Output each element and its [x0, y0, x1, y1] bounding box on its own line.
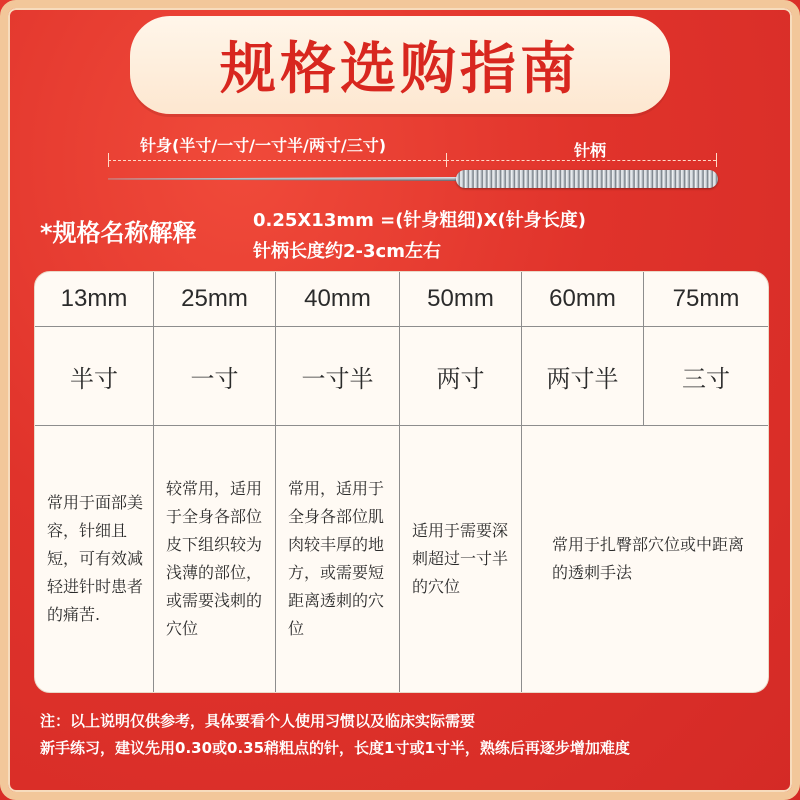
page-title: 规格选购指南 — [220, 37, 580, 102]
cun-cell: 一寸半 — [301, 364, 374, 393]
grid-line — [275, 272, 276, 692]
size-cell: 25mm — [181, 285, 248, 312]
size-cell: 75mm — [672, 285, 740, 312]
size-cell: 40mm — [304, 285, 371, 312]
footnote-disclaimer: 注：以上说明仅供参考，具体要看个人使用习惯以及临床实际需要 — [40, 712, 476, 730]
needle-shaft-image — [108, 177, 458, 181]
title-banner — [130, 16, 670, 114]
description-text: 较常用，适用于全身各部位皮下组织较为浅薄的部位，或需要浅刺的穴位 — [166, 479, 263, 638]
spec-table — [34, 271, 769, 693]
cun-cell: 两寸 — [436, 364, 485, 393]
needle-handle-label: 针柄 — [574, 141, 607, 160]
grid-line — [521, 272, 522, 692]
description-cell — [154, 426, 275, 692]
size-cell: 50mm — [427, 285, 494, 312]
grid-line — [35, 425, 768, 426]
cun-cell: 一寸 — [190, 364, 239, 393]
description-text: 常用于面部美容，针细且短，可有效减轻进针时患者的痛苦. — [47, 493, 144, 624]
needle-handle-image — [456, 170, 718, 188]
needle-handle-dimension-line — [446, 160, 716, 162]
description-text: 适用于需要深刺超过一寸半的穴位 — [412, 521, 509, 596]
size-cell: 60mm — [549, 285, 616, 312]
footnote-beginner-tip: 新手练习，建议先用0.30或0.35稍粗点的针，长度1寸或1寸半，熟练后再逐步增加难度 — [40, 739, 630, 757]
grid-line — [643, 272, 644, 425]
needle-body-label: 针身(半寸/一寸/一寸半/两寸/三寸) — [140, 136, 387, 155]
needle-body-dimension-line — [108, 160, 446, 162]
description-cell — [400, 426, 521, 692]
cun-cell: 两寸半 — [546, 364, 619, 393]
cun-cell: 三寸 — [682, 364, 730, 393]
description-text: 常用于扎臀部穴位或中距离的透刺手法 — [552, 535, 745, 582]
spec-formula: 0.25X13mm =(针身粗细)X(针身长度) — [253, 210, 586, 231]
handle-length-note: 针柄长度约2-3cm左右 — [253, 241, 441, 262]
description-cell-merged — [522, 426, 768, 692]
size-cell: 13mm — [60, 285, 128, 312]
grid-line — [399, 272, 400, 692]
dimension-tick-end — [716, 153, 717, 167]
cun-cell: 半寸 — [70, 364, 118, 393]
description-text: 常用，适用于全身各部位肌肉较丰厚的地方，或需要短距离透刺的穴位 — [288, 479, 385, 638]
explanation-heading: *规格名称解释 — [40, 219, 197, 247]
description-cell — [35, 426, 153, 692]
grid-line — [35, 326, 768, 327]
description-cell — [276, 426, 399, 692]
grid-line — [153, 272, 154, 692]
